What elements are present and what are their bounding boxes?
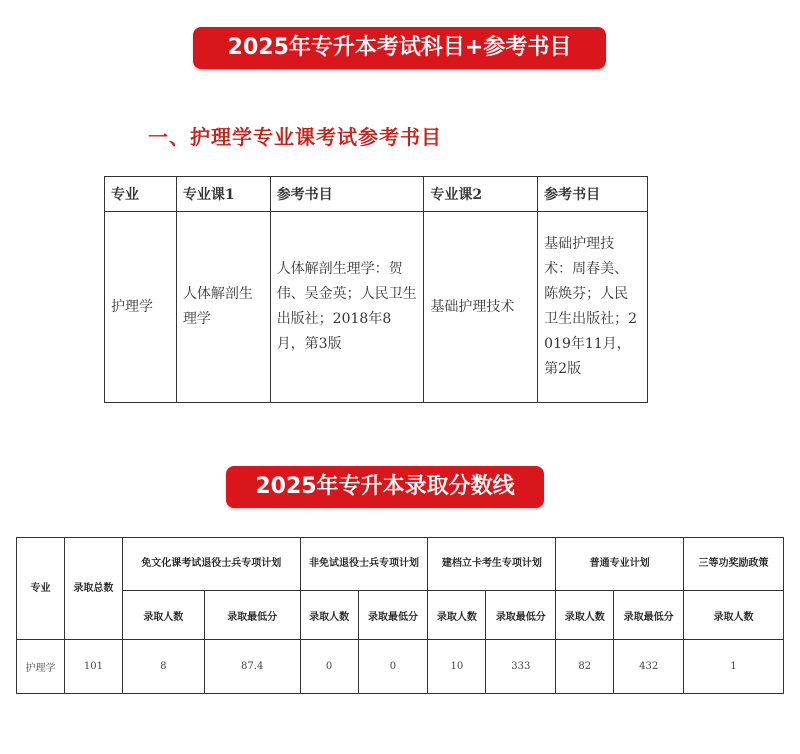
subheader-count: 录取人数 (122, 591, 204, 640)
cell-books1: 人体解剖生理学：贺伟、吴金英；人民卫生出版社；2018年8月，第3版 (270, 212, 424, 403)
header-major: 专业 (17, 538, 65, 640)
table-subheader-row (17, 591, 784, 640)
subheader-min: 录取最低分 (614, 591, 684, 640)
cell-g2-count: 0 (300, 640, 358, 694)
header-group-3: 建档立卡考生专项计划 (428, 538, 556, 591)
cell-g3-min: 333 (486, 640, 556, 694)
subheader-min: 录取最低分 (486, 591, 556, 640)
header-course2: 专业课2 (424, 177, 538, 212)
subheader-min: 录取最低分 (358, 591, 428, 640)
cell-g5-count: 1 (684, 640, 784, 694)
cell-g4-count: 82 (556, 640, 614, 694)
table-row (105, 212, 648, 403)
subheader-min: 录取最低分 (204, 591, 300, 640)
top-banner-title: 2025年专升本考试科目+参考书目 (193, 27, 606, 69)
bottom-banner-title: 2025年专升本录取分数线 (226, 466, 544, 508)
header-books2: 参考书目 (538, 177, 648, 212)
header-group-2: 非免试退役士兵专项计划 (300, 538, 428, 591)
header-group-1: 免文化课考试退役士兵专项计划 (122, 538, 300, 591)
cell-major: 护理学 (105, 212, 177, 403)
subheader-count: 录取人数 (428, 591, 486, 640)
cell-g1-min: 87.4 (204, 640, 300, 694)
cell-major: 护理学 (17, 640, 65, 694)
section-title: 一、护理学专业课考试参考书目 (148, 125, 442, 149)
header-major: 专业 (105, 177, 177, 212)
header-books1: 参考书目 (270, 177, 424, 212)
cell-total: 101 (64, 640, 122, 694)
table-row (17, 640, 784, 694)
header-course1: 专业课1 (176, 177, 270, 212)
table-header-row (105, 177, 648, 212)
header-group-5: 三等功奖励政策 (684, 538, 784, 591)
cell-course1: 人体解剖生理学 (176, 212, 270, 403)
header-total: 录取总数 (64, 538, 122, 640)
subheader-count: 录取人数 (684, 591, 784, 640)
cell-course2: 基础护理技术 (424, 212, 538, 403)
subheader-count: 录取人数 (556, 591, 614, 640)
cell-g4-min: 432 (614, 640, 684, 694)
table-header-row (17, 538, 784, 591)
cell-g3-count: 10 (428, 640, 486, 694)
cell-g2-min: 0 (358, 640, 428, 694)
reference-books-table (104, 176, 648, 403)
cell-g1-count: 8 (122, 640, 204, 694)
cell-books2: 基础护理技术：周春美、陈焕芬；人民卫生出版社；2019年11月，第2版 (538, 212, 648, 403)
header-group-4: 普通专业计划 (556, 538, 684, 591)
admission-scores-table (16, 537, 784, 694)
subheader-count: 录取人数 (300, 591, 358, 640)
